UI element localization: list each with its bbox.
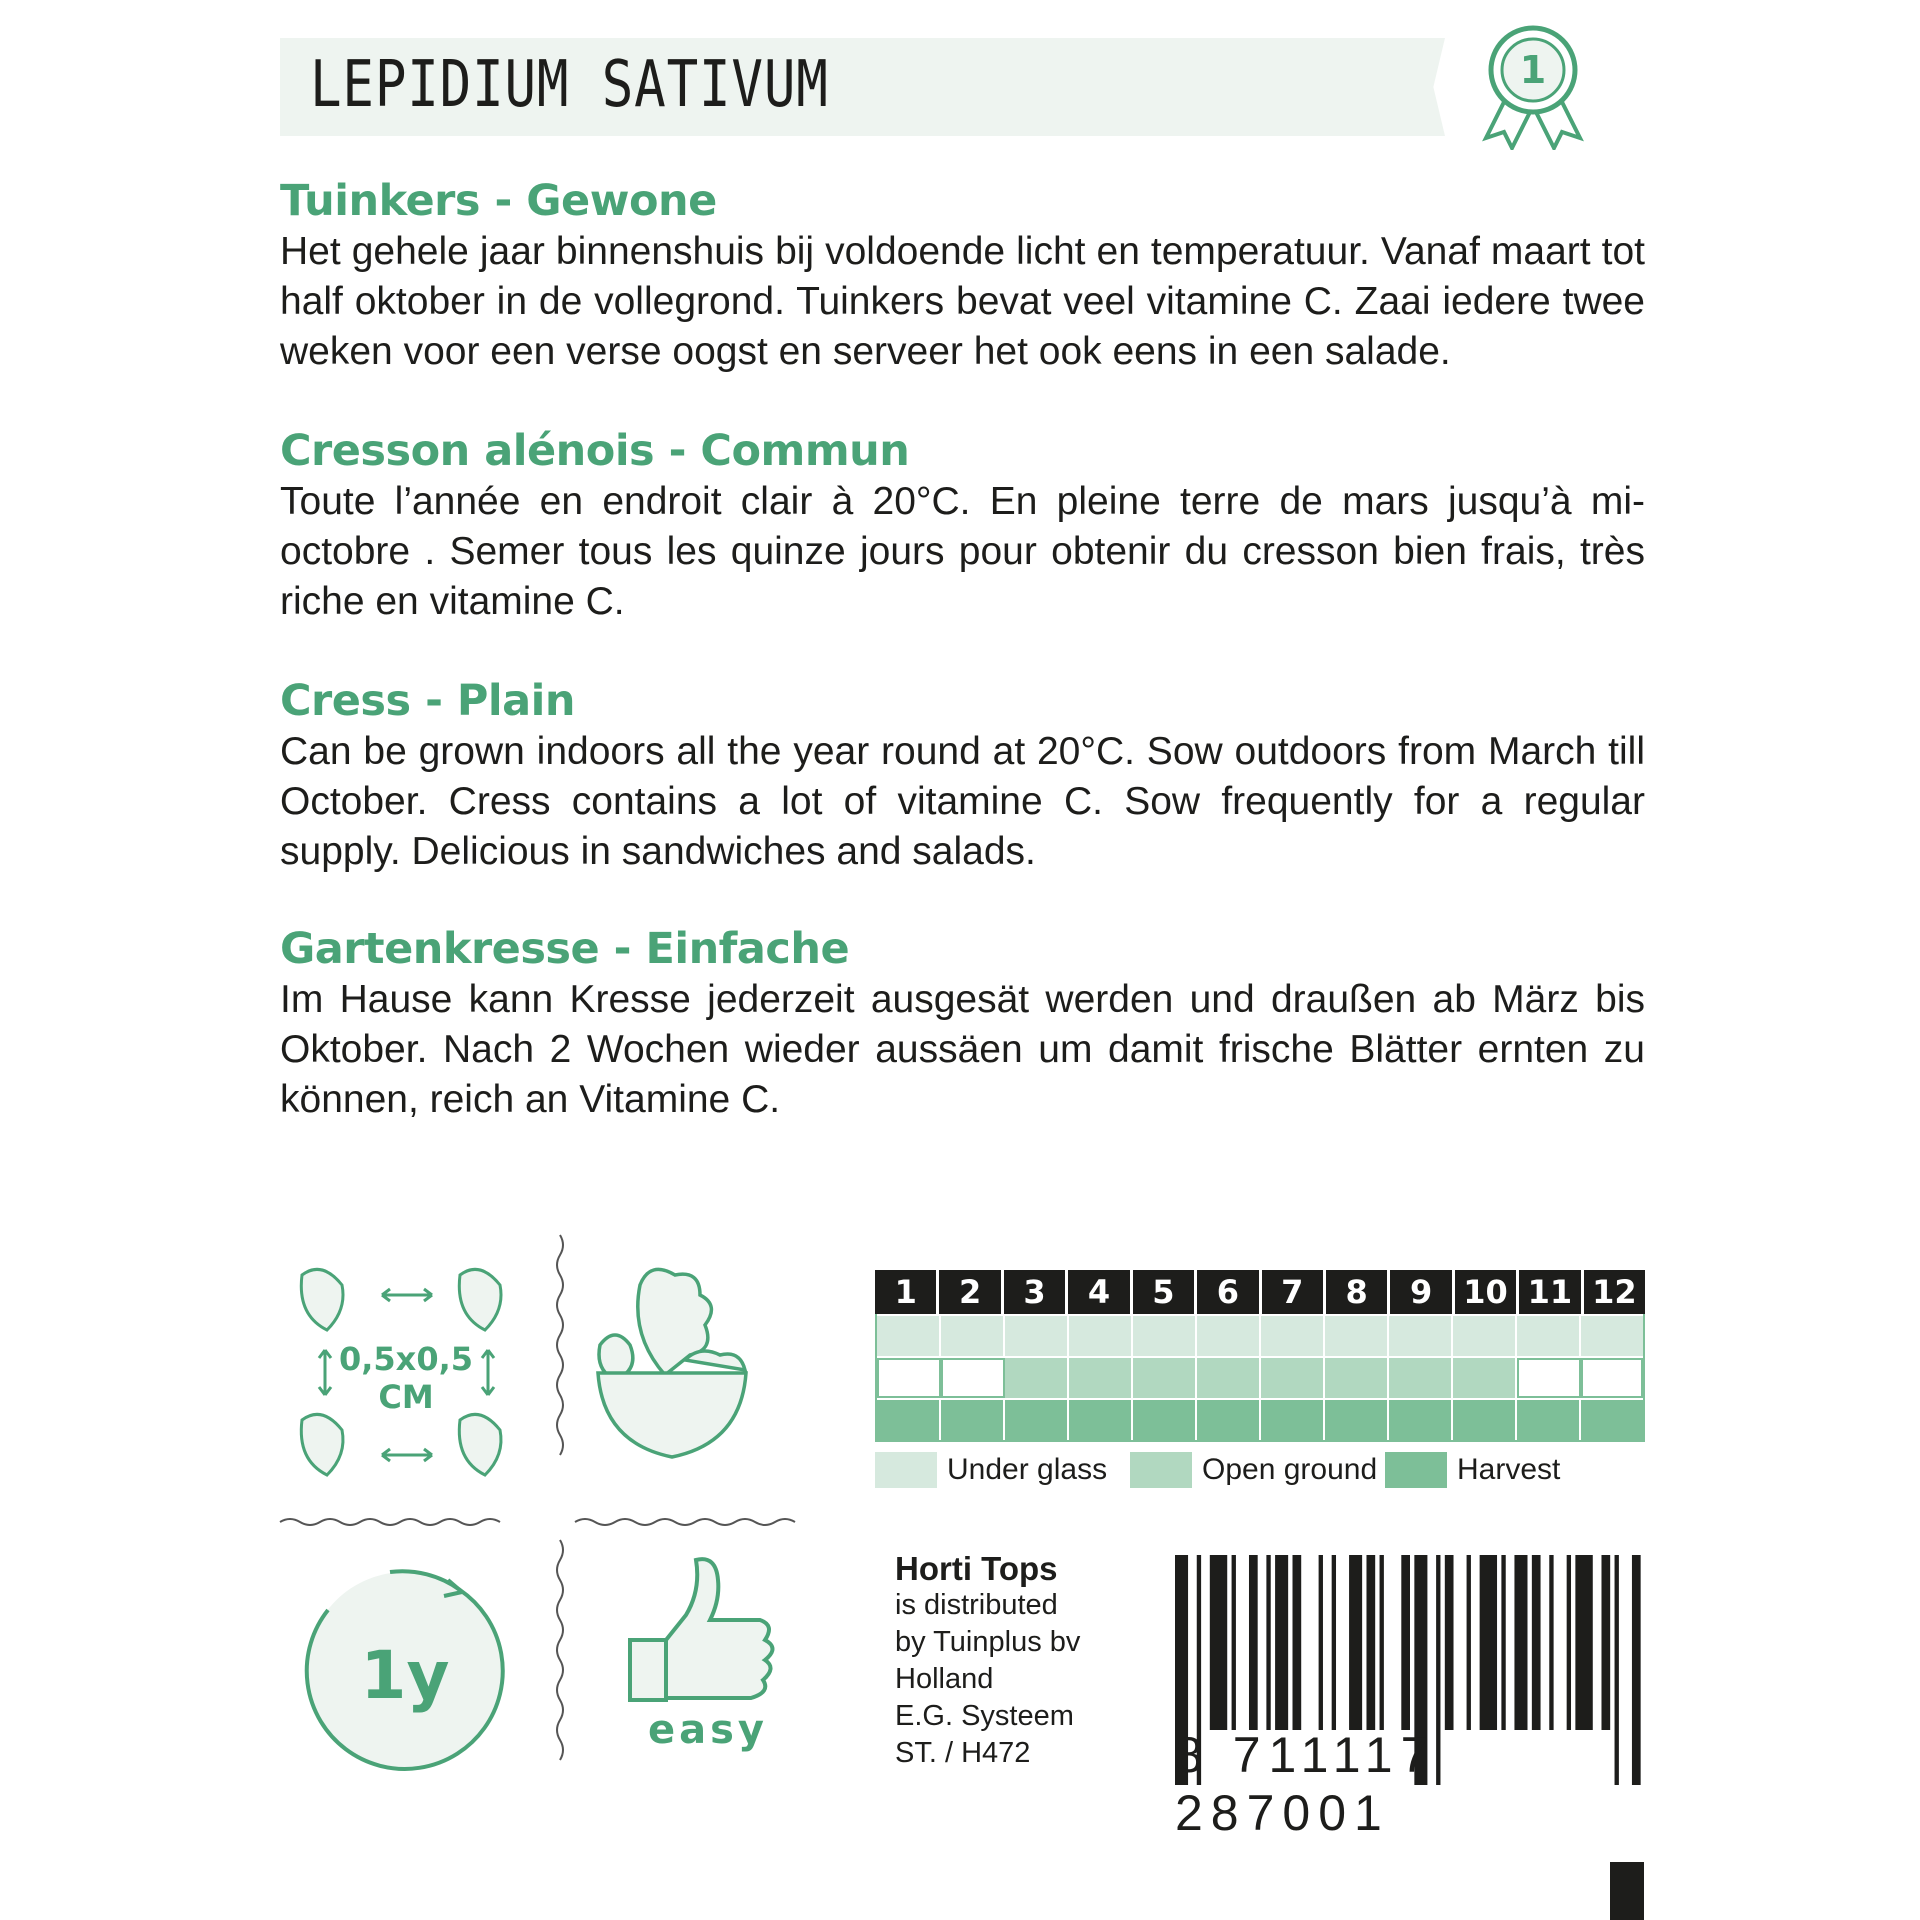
barcode-bar: [1319, 1555, 1323, 1730]
barcode-bar: [1532, 1555, 1541, 1730]
open-ground-cell-5: [1133, 1358, 1197, 1398]
open-ground-cell-6: [1197, 1358, 1261, 1398]
under-glass-cell-10: [1453, 1316, 1517, 1356]
thumbs-up-icon: [630, 1559, 773, 1700]
open-ground-cell-8: [1325, 1358, 1389, 1398]
open-ground-cell-7: [1261, 1358, 1325, 1398]
month-5: 5: [1133, 1270, 1197, 1314]
under-glass-cell-4: [1069, 1316, 1133, 1356]
barcode-bar: [1349, 1555, 1362, 1730]
open-ground-cell-4: [1069, 1358, 1133, 1398]
distributor-line: E.G. Systeem: [895, 1700, 1074, 1732]
month-11: 11: [1519, 1270, 1583, 1314]
legend-open-ground: [1130, 1452, 1377, 1488]
distributor-line: Holland: [895, 1663, 994, 1695]
under-glass-cell-3: [1005, 1316, 1069, 1356]
harvest-cell-7: [1261, 1400, 1325, 1440]
barcode-bar: [1467, 1555, 1471, 1730]
harvest-cell-9: [1389, 1400, 1453, 1440]
barcode-bar: [1575, 1555, 1592, 1730]
open-ground-cell-10: [1453, 1358, 1517, 1398]
latin-name: LEPIDIUM SATIVUM: [310, 48, 829, 122]
legend-swatch-harvest: [1385, 1452, 1447, 1488]
section-body-dutch: Het gehele jaar binnenshuis bij voldoende licht en temperatuur. Vanaf maart tot half oktober in de vollegrond. Tuinkers bevat veel vitamine C. Zaai iedere twee weken voor een verse oogst en serveer het ook eens in een salade.: [280, 230, 1645, 373]
harvest-cell-12: [1581, 1400, 1643, 1440]
barcode-bar: [1293, 1555, 1302, 1730]
award-number: 1: [1519, 48, 1547, 92]
section-title-dutch: Tuinkers - Gewone: [280, 176, 717, 226]
legend-label-open-ground: Open ground: [1202, 1453, 1378, 1486]
legend-label-harvest: Harvest: [1457, 1453, 1561, 1486]
brand-name: Horti Tops: [895, 1550, 1058, 1587]
legend-under-glass: [875, 1452, 1107, 1488]
barcode-bar: [1601, 1555, 1610, 1730]
harvest-cell-10: [1453, 1400, 1517, 1440]
difficulty-label: easy: [647, 1707, 769, 1753]
distributor-line: is distributed: [895, 1589, 1058, 1621]
section-title-french: Cresson alénois - Commun: [280, 426, 910, 476]
barcode-bar: [1445, 1555, 1454, 1730]
harvest-cell-5: [1133, 1400, 1197, 1440]
barcode-digits: 8 711117 287001: [1175, 1727, 1437, 1841]
lifecycle-label: 1y: [360, 1637, 450, 1714]
open-ground-cell-3: [1005, 1358, 1069, 1398]
icon-grid: [270, 1230, 850, 1810]
open-ground-cell-11: [1517, 1358, 1581, 1398]
section-body-french: Toute l’année en endroit clair à 20°C. En pleine terre de mars jusqu’à mi-octobre . Semer tous les quinze jours pour obtenir du cresson bien frais, très riche en vitamine C.: [280, 480, 1645, 623]
legend-label-under-glass: Under glass: [947, 1453, 1108, 1486]
open-ground-cell-1: [877, 1358, 941, 1398]
barcode-bar: [1366, 1555, 1375, 1730]
barcode-bar: [1266, 1555, 1270, 1730]
section-french: [280, 425, 1645, 627]
month-3: 3: [1004, 1270, 1068, 1314]
harvest-cell-8: [1325, 1400, 1389, 1440]
print-mark: [1610, 1862, 1644, 1920]
legend-harvest: [1385, 1452, 1560, 1488]
under-glass-cell-1: [877, 1316, 941, 1356]
barcode-bar: [1549, 1555, 1553, 1730]
barcode-bar: [1332, 1555, 1336, 1730]
legend-swatch-under-glass: [875, 1452, 937, 1488]
month-9: 9: [1390, 1270, 1454, 1314]
month-10: 10: [1455, 1270, 1519, 1314]
section-german: [280, 923, 1645, 1125]
harvest-cell-2: [941, 1400, 1005, 1440]
month-2: 2: [939, 1270, 1003, 1314]
salad-bowl-icon: [598, 1269, 746, 1457]
barcode-bar: [1210, 1555, 1227, 1730]
open-ground-cell-9: [1389, 1358, 1453, 1398]
section-title-german: Gartenkresse - Einfache: [280, 924, 850, 974]
barcode-bar: [1249, 1555, 1258, 1730]
barcode-bar: [1567, 1555, 1571, 1730]
under-glass-cell-5: [1133, 1316, 1197, 1356]
harvest-cell-6: [1197, 1400, 1261, 1440]
open-ground-cell-2: [941, 1358, 1005, 1398]
spacing-unit: CM: [378, 1378, 434, 1416]
barcode-bar: [1380, 1555, 1384, 1730]
sowing-calendar: [875, 1270, 1645, 1442]
harvest-cell-4: [1069, 1400, 1133, 1440]
barcode-bar: [1275, 1555, 1288, 1730]
section-english: [280, 675, 1645, 877]
month-4: 4: [1068, 1270, 1132, 1314]
under-glass-cell-8: [1325, 1316, 1389, 1356]
barcode-bar: [1514, 1555, 1527, 1730]
section-body-german: Im Hause kann Kresse jederzeit ausgesät werden und draußen ab März bis Oktober. Nach 2 Wochen wieder aussäen um damit frische Blätter ernten zu können, reich an Vitamine C.: [280, 978, 1645, 1121]
month-6: 6: [1197, 1270, 1261, 1314]
under-glass-cell-9: [1389, 1316, 1453, 1356]
month-1: 1: [875, 1270, 939, 1314]
section-body-english: Can be grown indoors all the year round at 20°C. Sow outdoors from March till October. Cress contains a lot of vitamine C. Sow frequently for a regular supply. Delicious in sandwiches and salads.: [280, 730, 1645, 873]
under-glass-cell-12: [1581, 1316, 1643, 1356]
month-8: 8: [1326, 1270, 1390, 1314]
under-glass-cell-2: [941, 1316, 1005, 1356]
month-7: 7: [1262, 1270, 1326, 1314]
spacing-value: 0,5x0,5: [338, 1340, 474, 1378]
under-glass-cell-7: [1261, 1316, 1325, 1356]
barcode-bar: [1501, 1555, 1505, 1730]
calendar-row-harvest: [877, 1398, 1643, 1440]
barcode-bar: [1401, 1555, 1410, 1730]
under-glass-cell-11: [1517, 1316, 1581, 1356]
open-ground-cell-12: [1581, 1358, 1643, 1398]
barcode-bar: [1480, 1555, 1497, 1730]
award-ribbon-icon: [1478, 20, 1588, 150]
calendar-row-open-ground: [877, 1356, 1643, 1398]
distributor-info: [895, 1550, 1080, 1772]
barcode-bar: [1232, 1555, 1236, 1730]
section-dutch: [280, 175, 1645, 377]
calendar-row-under-glass: [877, 1314, 1643, 1356]
section-title-english: Cress - Plain: [280, 676, 576, 726]
harvest-cell-3: [1005, 1400, 1069, 1440]
harvest-cell-11: [1517, 1400, 1581, 1440]
distributor-line: ST. / H472: [895, 1737, 1031, 1769]
legend-swatch-open-ground: [1130, 1452, 1192, 1488]
harvest-cell-1: [877, 1400, 941, 1440]
month-12: 12: [1584, 1270, 1645, 1314]
calendar-month-header: [875, 1270, 1645, 1314]
distributor-line: by Tuinplus bv: [895, 1626, 1081, 1658]
under-glass-cell-6: [1197, 1316, 1261, 1356]
